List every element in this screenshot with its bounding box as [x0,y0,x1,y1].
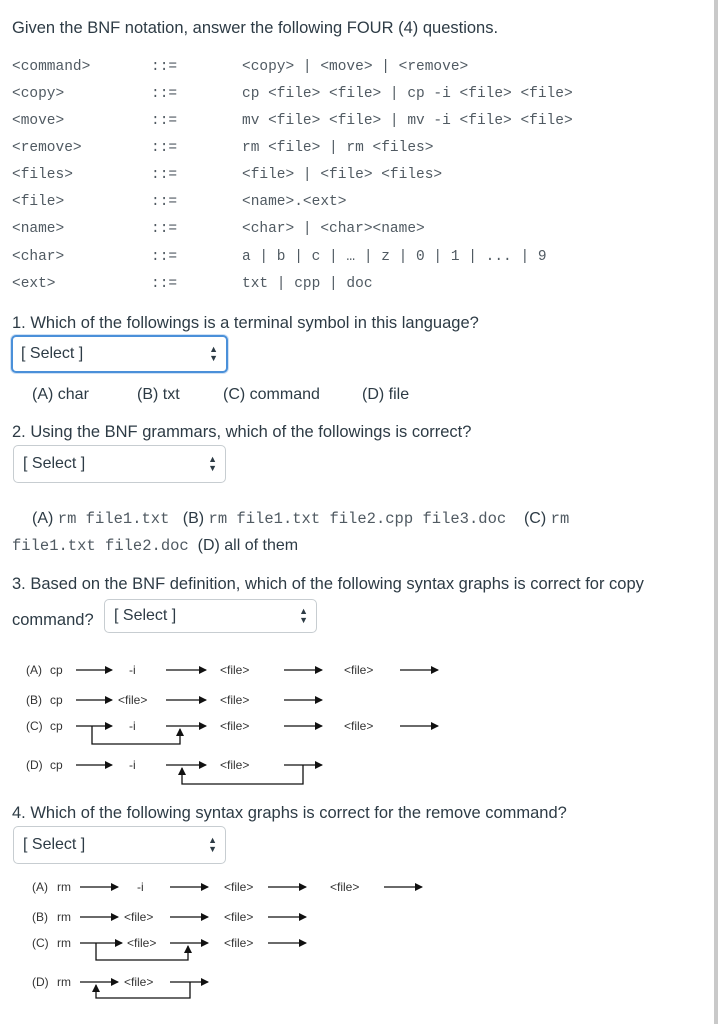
graph-token: <file> [220,693,250,707]
graph-token: <file> [344,663,374,677]
graph-token: <file> [124,975,154,989]
graph-label: (B) [32,910,48,924]
graph-token: <file> [118,693,148,707]
question-3-syntax-graphs [0,650,480,790]
question-2-options-line-2: file1.txt file2.doc (D) all of them [12,537,299,555]
select-value: [ Select ] [114,607,177,624]
graph-token: <file> [344,719,374,733]
question-1-select[interactable] [11,335,228,373]
chevron-updown-icon: ▲ ▼ [208,835,217,854]
graph-token: rm [57,936,71,950]
question-1-text: 1. Which of the followings is a terminal symbol in this language? [12,314,479,332]
question-1-option: (A) char [32,386,89,403]
question-4-text: 4. Which of the following syntax graphs is correct for the remove command? [12,804,567,822]
page-scrollbar-edge [714,0,718,1024]
question-3-select[interactable] [104,599,317,633]
question-2-select[interactable] [13,445,226,483]
select-value: [ Select ] [23,455,86,472]
graph-token: cp [50,693,63,707]
instructions: Given the BNF notation, answer the following FOUR (4) questions. [12,19,499,37]
question-1-option: (C) command [223,386,320,403]
graph-token: <file> [224,880,254,894]
graph-label: (D) [26,758,43,772]
graph-label: (C) [26,719,43,733]
graph-token: -i [129,758,136,772]
graph-token: <file> [220,663,250,677]
chevron-updown-icon: ▲ ▼ [209,344,218,363]
graph-token: <file> [127,936,157,950]
graph-token: <file> [220,719,250,733]
question-3-text-cont: command? [12,611,94,629]
graph-token: <file> [220,758,250,772]
question-4-select[interactable] [13,826,226,864]
chevron-updown-icon: ▲ ▼ [299,606,308,625]
graph-token: <file> [330,880,360,894]
graph-token: rm [57,880,71,894]
graph-token: cp [50,719,63,733]
question-1-option: (D) file [362,386,410,403]
question-2-text: 2. Using the BNF grammars, which of the followings is correct? [12,423,472,441]
graph-token: rm [57,910,71,924]
graph-label: (C) [32,936,49,950]
graph-token: -i [129,663,136,677]
graph-token: cp [50,758,63,772]
graph-label: (A) [26,663,42,677]
question-1-option: (B) txt [137,386,180,403]
question-4-syntax-graphs [0,870,460,1000]
graph-token: cp [50,663,63,677]
graph-token: <file> [224,910,254,924]
graph-token: <file> [224,936,254,950]
question-2-options-line-1: (A) rm file1.txt (B) rm file1.txt file2.cpp file3.doc (C) rm [32,510,570,528]
graph-label: (A) [32,880,48,894]
chevron-updown-icon: ▲ ▼ [208,454,217,473]
question-3-text: 3. Based on the BNF definition, which of the following syntax graphs is correct for copy [12,575,644,593]
graph-token: rm [57,975,71,989]
graph-label: (D) [32,975,49,989]
select-value: [ Select ] [23,836,86,853]
graph-label: (B) [26,693,42,707]
select-value: [ Select ] [21,345,84,362]
graph-token: -i [129,719,136,733]
graph-token: -i [137,880,144,894]
graph-token: <file> [124,910,154,924]
